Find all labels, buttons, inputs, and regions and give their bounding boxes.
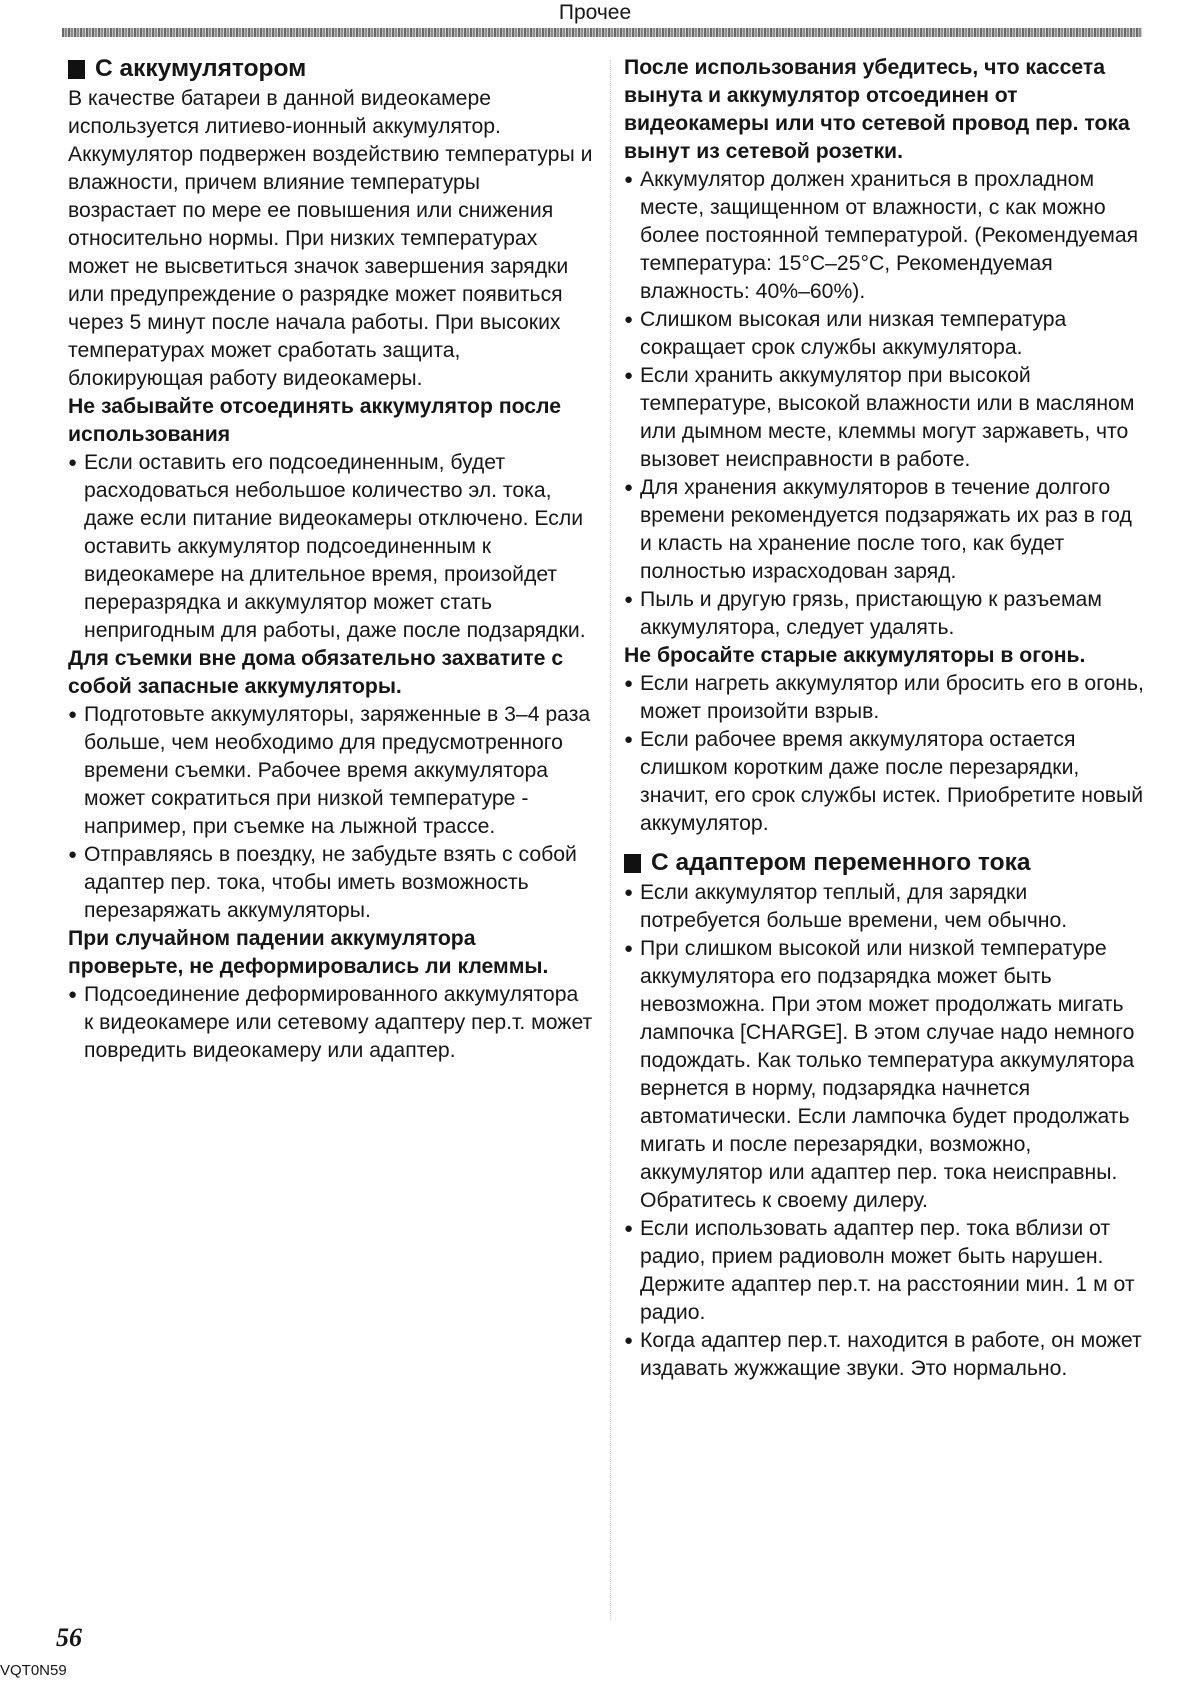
header-rule — [62, 28, 1142, 37]
list-item — [68, 981, 593, 1065]
bullet-dot-icon: ● — [624, 171, 634, 188]
list-item — [624, 362, 1144, 474]
bullet-dot-icon: ● — [624, 675, 634, 692]
bullet-text: Если аккумулятор теплый, для зарядки потребуется больше времени, чем обычно. — [640, 881, 1068, 932]
list-item — [68, 701, 593, 841]
list-item — [68, 449, 593, 645]
disconnect-heading: Не забывайте отсоединять аккумулятор после использования — [68, 395, 562, 446]
bullet-dot-icon: ● — [624, 311, 634, 328]
drop-heading: При случайном падении аккумулятора проверьте, не деформировались ли клеммы. — [68, 927, 549, 978]
page-number: 56 — [56, 1623, 82, 1652]
bullet-dot-icon: ● — [68, 706, 78, 723]
section-heading-adapter-text: С адаптером переменного тока — [651, 849, 1031, 876]
bullet-text: Для хранения аккумуляторов в течение долгого времени рекомендуется подзаряжать их раз в год и класть на хранение после того, как будет полностью израсходован заряд. — [640, 476, 1132, 583]
battery-intro-paragraph: В качестве батареи в данной видеокамере используется литиево-ионный аккумулятор. Аккумулятор подвержен воздействию температуры и влажности, причем влияние температуры возрастает по мере ее повышения или снижения относительно нормы. При низких температурах может не высветиться значок завершения зарядки или предупреждение о разрядке может появиться через 5 минут после начала работы. При высоких температурах может сработать защита, блокирующая работу видеокамеры. — [68, 87, 593, 390]
list-item — [624, 670, 1144, 726]
list-item — [624, 474, 1144, 586]
bullet-dot-icon: ● — [624, 731, 634, 748]
page-header-title: Прочее — [558, 1, 632, 24]
bullet-text: Пыль и другую грязь, пристающую к разъемам аккумулятора, следует удалять. — [640, 588, 1102, 639]
bullet-text: Слишком высокая или низкая температура сокращает срок службы аккумулятора. — [640, 308, 1067, 359]
bullet-text: Когда адаптер пер.т. находится в работе, он может издавать жужжащие звуки. Это нормально. — [640, 1329, 1142, 1380]
list-item — [624, 306, 1144, 362]
bullet-dot-icon: ● — [624, 1332, 634, 1349]
bullet-dot-icon: ● — [624, 591, 634, 608]
list-item — [624, 586, 1144, 642]
list-item — [624, 726, 1144, 838]
storage-heading: После использования убедитесь, что кассета вынута и аккумулятор отсоединен от видеокамеры или что сетевой провод пер. тока вынут из сетевой розетки. — [624, 56, 1130, 163]
bullet-text: Аккумулятор должен храниться в прохладном месте, защищенном от влажности, с как можно более постоянной температурой. (Рекомендуемая температура: 15°C–25°C, Рекомендуемая влажность: 40%–60%). — [640, 168, 1139, 303]
list-item — [68, 841, 593, 925]
bullet-text: Если рабочее время аккумулятора остается слишком коротким даже после перезарядки, значит, его срок службы истек. Приобретите новый аккумулятор. — [640, 728, 1144, 835]
list-item — [624, 879, 1144, 935]
section-heading-adapter — [624, 848, 1144, 878]
list-item — [624, 1215, 1144, 1327]
column-divider — [610, 60, 611, 1620]
spare-batteries-heading: Для съемки вне дома обязательно захватите с собой запасные аккумуляторы. — [68, 647, 564, 698]
bullet-dot-icon: ● — [624, 479, 634, 496]
bullet-dot-icon: ● — [68, 454, 78, 471]
section-heading-battery-text: С аккумулятором — [95, 55, 307, 82]
square-bullet-icon — [624, 854, 641, 873]
bullet-text: Подсоединение деформированного аккумулятора к видеокамере или сетевому адаптеру пер.т. может повредить видеокамеру или адаптер. — [84, 983, 593, 1062]
bullet-text: Если использовать адаптер пер. тока вблизи от радио, прием радиоволн может быть нарушен. Держите адаптер пер.т. на расстоянии мин. 1 м от радио. — [640, 1217, 1135, 1324]
left-column — [68, 54, 593, 1065]
bullet-dot-icon: ● — [624, 884, 634, 901]
list-item — [624, 166, 1144, 306]
bullet-text: Если оставить его подсоединенным, будет расходоваться небольшое количество эл. тока, даже если питание видеокамеры отключено. Если оставить аккумулятор подсоединенным к видеокамере на длительное время, произойдет переразрядка и аккумулятор может стать непригодным для работы, даже после подзарядки. — [84, 451, 586, 642]
section-heading-battery — [68, 54, 593, 84]
bullet-dot-icon: ● — [68, 986, 78, 1003]
bullet-dot-icon: ● — [624, 940, 634, 957]
bullet-text: При слишком высокой или низкой температуре аккумулятора его подзарядка может быть невозможна. При этом может продолжать мигать лампочка [CHARGE]. В этом случае надо немного подождать. Как только температура аккумулятора вернется в норму, подзарядка начнется автоматически. Если лампочка будет продолжать мигать и после перезарядки, возможно, аккумулятор или адаптер пер. тока неисправны. Обратитесь к своему дилеру. — [640, 937, 1135, 1212]
bullet-text: Подготовьте аккумуляторы, заряженные в 3–4 раза больше, чем необходимо для предусмотренного времени съемки. Рабочее время аккумулятора может сократиться при низкой температуре - например, при съемке на лыжной трассе. — [84, 703, 591, 838]
right-column — [624, 54, 1144, 1383]
bullet-text: Если нагреть аккумулятор или бросить его в огонь, может произойти взрыв. — [640, 672, 1144, 723]
document-code: VQT0N59 — [0, 1662, 67, 1679]
list-item — [624, 1327, 1144, 1383]
list-item — [624, 935, 1144, 1215]
bullet-dot-icon: ● — [624, 367, 634, 384]
fire-heading: Не бросайте старые аккумуляторы в огонь. — [624, 644, 1086, 667]
bullet-text: Если хранить аккумулятор при высокой температуре, высокой влажности или в масляном или дымном месте, клеммы могут заржаветь, что вызовет неисправности в работе. — [640, 364, 1135, 471]
bullet-dot-icon: ● — [68, 846, 78, 863]
square-bullet-icon — [68, 60, 85, 79]
bullet-dot-icon: ● — [624, 1220, 634, 1237]
bullet-text: Отправляясь в поездку, не забудьте взять с собой адаптер пер. тока, чтобы иметь возможность перезаряжать аккумуляторы. — [84, 843, 577, 922]
